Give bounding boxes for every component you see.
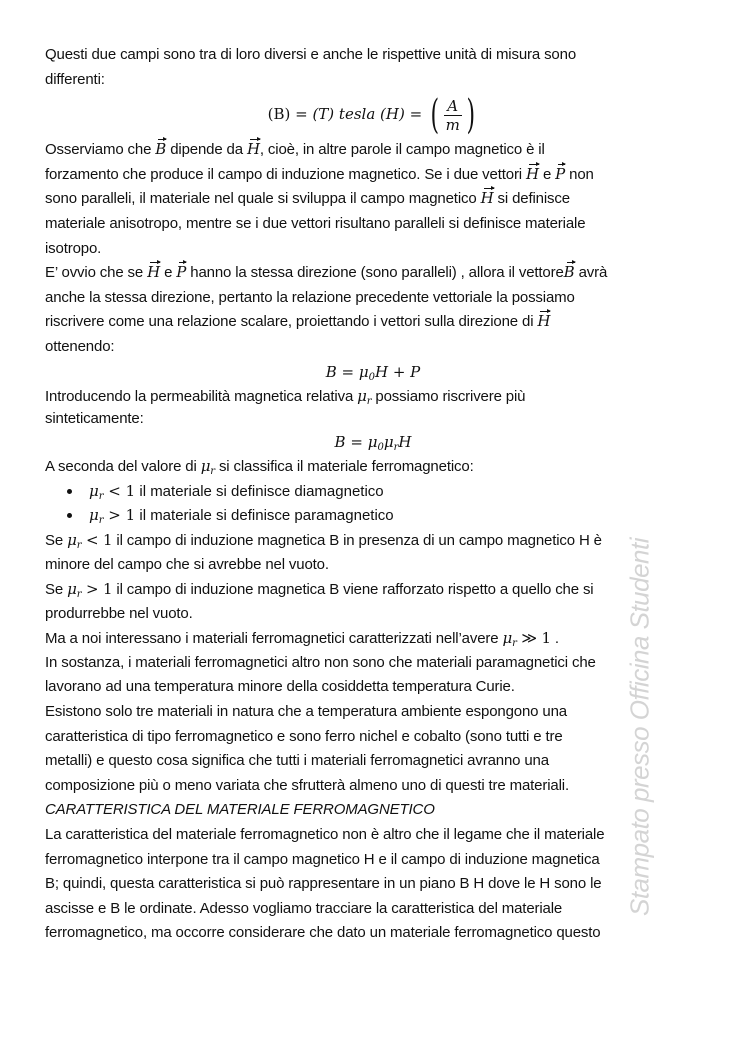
paragraph-line: ferromagnetico, ma occorre considerare che dato un materiale ferromagnetico questo <box>45 924 601 942</box>
list-item-text: il materiale si definisce paramagnetico <box>135 507 394 525</box>
document-page <box>45 43 701 946</box>
paragraph-line: sinteticamente: <box>45 410 144 428</box>
formula-part: B = <box>334 433 368 452</box>
list-item-text: il materiale si definisce diamagnetico <box>135 482 384 500</box>
subscript-r: r <box>76 589 82 601</box>
paragraph-line: Questi due campi sono tra di loro diversi e anche le rispettive unità di misura sono <box>45 46 577 63</box>
formula-mu: μ <box>358 362 369 381</box>
text-run: e <box>538 165 556 183</box>
text-run: . <box>550 630 559 648</box>
paragraph-line: caratteristica di tipo ferromagnetico e sono ferro nichel e cobalto (sono tutti e tre <box>45 727 563 745</box>
formula-subscript: 0 <box>368 371 375 383</box>
formula-b-mu0-mur-h <box>45 430 701 454</box>
paragraph-line: lavorano ad una temperatura minore della cosiddetta temperatura Curie. <box>45 678 515 696</box>
text-run: e <box>160 264 177 282</box>
paragraph-line <box>45 384 701 409</box>
text-run: A seconda del valore di <box>45 458 201 476</box>
text-run: il campo di induzione magnetica B viene rafforzato rispetto a quello che si <box>112 581 594 599</box>
text-run: Ma a noi interessano i materiali ferromagnetici caratterizzati nell’avere <box>45 630 503 648</box>
relation: ≫ 1 <box>516 629 551 648</box>
vector-h: H <box>480 189 494 208</box>
formula-part: (B) <box>267 105 291 124</box>
section-heading: CARATTERISTICA DEL MATERIALE FERROMAGNETICO <box>45 801 435 819</box>
text-run: possiamo riscrivere più <box>371 387 526 405</box>
text-run: Osserviamo che <box>45 141 156 159</box>
text-run: il campo di induzione magnetica B in presenza di un campo magnetico H è <box>112 531 602 549</box>
paragraph-line: metalli) e questo cosa significa che tutti i materiali ferromagnetici avranno una <box>45 752 549 770</box>
vector-h: H <box>526 164 539 183</box>
fraction-numerator: A <box>447 96 459 115</box>
paragraph-line: differenti: <box>45 70 105 88</box>
formula-part: (H) <box>380 105 405 124</box>
paragraph-line: anche la stessa direzione, pertanto la relazione precedente vettoriale la possiamo <box>45 288 575 306</box>
vector-p: P <box>555 164 566 183</box>
relation: < 1 <box>81 530 113 549</box>
text-run: Se <box>45 531 68 549</box>
formula-part: tesla <box>334 105 381 124</box>
text-run: dipende da <box>166 141 247 159</box>
paragraph-line <box>45 261 701 286</box>
formula-mu: μ <box>367 433 378 452</box>
paragraph-line <box>45 626 701 651</box>
text-run: , cioè, in altre parole il campo magnetico è il <box>259 141 545 159</box>
paragraph-line <box>45 163 701 188</box>
mu-symbol: μ <box>502 629 513 648</box>
relation: < 1 <box>103 481 136 500</box>
paragraph-line: materiale anisotropo, mentre se i due vettori risultano paralleli si definisce materiale <box>45 214 586 232</box>
formula-subscript: r <box>393 442 399 454</box>
formula-subscript: 0 <box>377 442 384 454</box>
formula-part: B = <box>325 362 359 381</box>
formula-part: (T) <box>312 105 335 124</box>
mu-symbol: μ <box>357 386 367 405</box>
relation: > 1 <box>81 580 113 599</box>
vector-h: H <box>537 312 551 331</box>
paragraph-line: Esistono solo tre materiali in natura che a temperatura ambiente espongono una <box>45 703 567 721</box>
mu-symbol: μ <box>89 506 99 525</box>
text-run: si classifica il materiale ferromagnetico: <box>214 458 474 476</box>
text-run: avrà <box>574 264 608 282</box>
left-paren: ( <box>430 92 440 139</box>
vector-b: B <box>155 140 167 159</box>
paragraph-line: ottenendo: <box>45 337 115 355</box>
bullet-icon <box>67 513 72 518</box>
subscript-r: r <box>98 490 104 502</box>
text-run: Introducendo la permeabilità magnetica relativa <box>45 387 358 405</box>
formula-part: H <box>398 433 412 452</box>
subscript-r: r <box>76 539 82 551</box>
paragraph-line: B; quindi, questa caratteristica si può rappresentare in un piano B H dove le H sono le <box>45 875 602 893</box>
subscript-r: r <box>512 638 517 650</box>
mu-symbol: μ <box>67 580 77 599</box>
vector-h: H <box>246 140 260 159</box>
vector-b: B <box>563 263 575 282</box>
watermark: Stampato presso Officina Studenti <box>624 537 655 917</box>
right-paren: ) <box>466 92 475 139</box>
text-run: riscrivere come una relazione scalare, proiettando i vettori sulla direzione di <box>45 313 538 331</box>
classification-list <box>45 479 701 528</box>
fraction-denominator: m <box>445 115 460 134</box>
bullet-icon <box>67 489 72 494</box>
fraction <box>444 98 462 133</box>
list-item <box>45 503 701 528</box>
subscript-r: r <box>98 515 104 527</box>
vector-h: H <box>147 263 161 282</box>
formula-part: = <box>404 105 427 124</box>
formula-part: = <box>290 105 313 124</box>
text-run: forzamento che produce il campo di induzione magnetico. Se i due vettori <box>45 165 526 183</box>
text-run: hanno la stessa direzione (sono paralleli) , allora il vettore <box>186 264 564 282</box>
paragraph-line <box>45 310 701 335</box>
mu-symbol: μ <box>67 530 77 549</box>
formula-units <box>45 90 701 138</box>
paragraph-line: ferromagnetico interpone tra il campo magnetico H e il campo di induzione magnetica <box>45 850 600 868</box>
paragraph-line <box>45 454 701 479</box>
paragraph-line: La caratteristica del materiale ferromagnetico non è altro che il legame che il materiale <box>45 826 605 844</box>
formula-mu: μ <box>383 433 394 452</box>
vector-p: P <box>176 263 187 282</box>
paragraph-line: minore del campo che si avrebbe nel vuoto. <box>45 555 329 573</box>
text-run: non <box>565 165 594 183</box>
subscript-r: r <box>366 395 372 407</box>
formula-b-mu0-h-p <box>45 360 701 384</box>
paragraph-line <box>45 577 701 602</box>
paragraph-line <box>45 528 701 553</box>
paragraph-line: produrrebbe nel vuoto. <box>45 604 193 622</box>
text-run: si definisce <box>493 190 570 208</box>
formula-part: H + P <box>374 362 421 381</box>
text-run: Se <box>45 581 68 599</box>
subscript-r: r <box>210 466 215 478</box>
list-item <box>45 479 701 504</box>
text-run: E’ ovvio che se <box>45 264 148 282</box>
mu-symbol: μ <box>89 481 99 500</box>
mu-symbol: μ <box>200 457 211 476</box>
paragraph-line: ascisse e B le ordinate. Adesso vogliamo tracciare la caratteristica del materiale <box>45 899 563 917</box>
paragraph-line <box>45 138 701 163</box>
paragraph-line: In sostanza, i materiali ferromagnetici altro non sono che materiali paramagnetici che <box>45 653 596 671</box>
paragraph-line: composizione più o meno variata che sfrutterà almeno uno di questi tre materiali. <box>45 776 569 794</box>
paragraph-line: isotropo. <box>45 239 102 257</box>
paragraph-line <box>45 187 701 212</box>
text-run: sono paralleli, il materiale nel quale si sviluppa il campo magnetico <box>45 190 481 208</box>
relation: > 1 <box>103 506 136 525</box>
